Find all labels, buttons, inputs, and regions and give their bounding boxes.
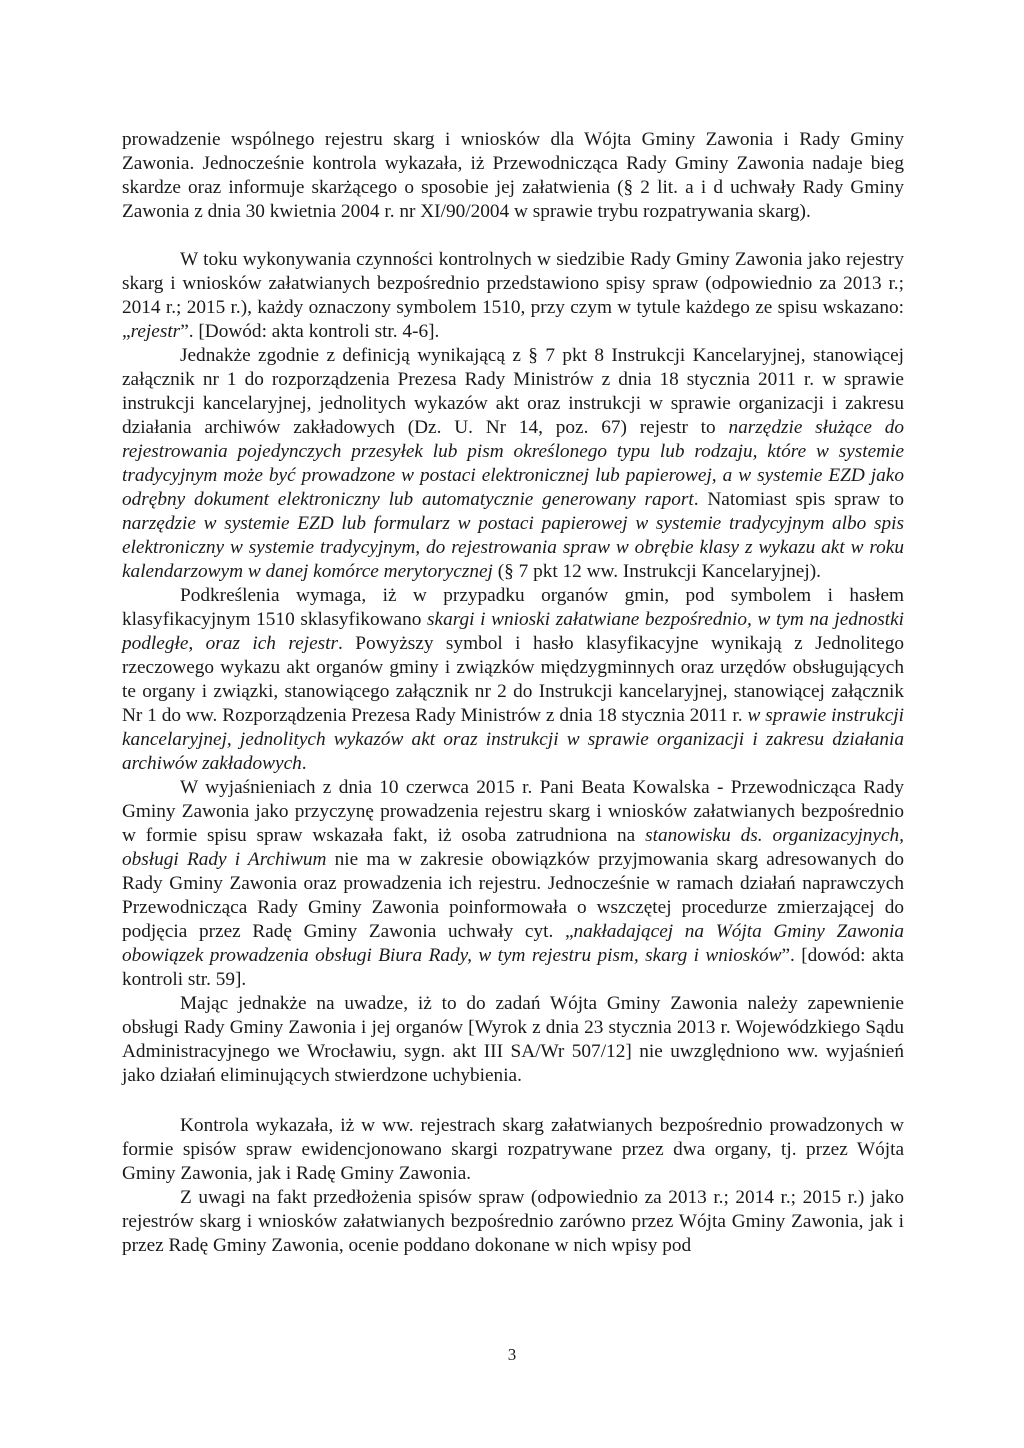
italic-text-run: stanowisku ds. organizacyjnych, obsługi Rady i Archiwum bbox=[122, 825, 904, 870]
italic-text-run: skargi i wnioski załatwiane bezpośrednio, w tym na jednostki podległe, oraz ich rejestr bbox=[122, 609, 905, 654]
italic-text-run: w sprawie instrukcji kancelaryjnej, jednolitych wykazów akt oraz instrukcji w sprawie organizacji i zakresu działania archiwów zakładowych bbox=[122, 705, 905, 774]
paragraph bbox=[122, 776, 904, 992]
text-run: W wyjaśnieniach z dnia 10 czerwca 2015 r. Pani Beata Kowalska - Przewodnicząca Rady Gminy Zawonia jako przyczynę prowadzenia rejestru skarg i wniosków załatwianych bezpośrednio w formie spisu spraw wskazała fakt, iż osoba zatrudniona na bbox=[122, 777, 904, 846]
document-body bbox=[122, 128, 904, 1258]
text-run: (§ 7 pkt 12 ww. Instrukcji Kancelaryjnej). bbox=[492, 561, 821, 582]
italic-text-run: nakładającej na Wójta Gminy Zawonia obowiązek prowadzenia obsługi Biura Rady, w tym rejestru pism, skarg i wniosków bbox=[122, 921, 904, 966]
italic-text-run: rejestr bbox=[130, 321, 181, 342]
text-run: Z uwagi na fakt przedłożenia spisów spraw (odpowiednio za 2013 r.; 2014 r.; 2015 r.) jako rejestrów skarg i wniosków załatwianych bezpośrednio zarówno przez Wójta Gminy Zawonia, jak i przez Radę Gminy Zawonia, ocenie poddano dokonane w nich wpisy pod bbox=[122, 1187, 904, 1256]
text-run: prowadzenie wspólnego rejestru skarg i wniosków dla Wójta Gminy Zawonia i Rady Gminy Zawonia. Jednocześnie kontrola wykazała, iż Przewodnicząca Rady Gminy Zawonia nadaje bieg skardze oraz informuje skarżącego o sposobie jej załatwienia (§ 2 lit. a i d uchwały Rady Gminy Zawonia z dnia 30 kwietnia 2004 r. nr XI/90/2004 w sprawie trybu rozpatrywania skarg). bbox=[122, 129, 904, 222]
italic-text-run: narzędzie w systemie EZD lub formularz w postaci papierowej w systemie tradycyjnym albo spis elektroniczny w systemie tradycyjnym, do rejestrowania spraw w obrębie klasy z wykazu akt w roku kalendarzowym w danej komórce merytorycznej bbox=[122, 513, 904, 582]
text-run: . Natomiast spis spraw to bbox=[693, 489, 905, 510]
paragraph bbox=[122, 992, 904, 1088]
paragraph bbox=[122, 344, 904, 584]
italic-text-run: narzędzie służące do rejestrowania pojedynczych przesyłek lub pism określonego typu lub rodzaju, które w systemie tradycyjnym może być prowadzone w postaci elektronicznej lub papierowej, a w systemie EZD jako odrębny dokument elektroniczny lub automatycznie generowany raport bbox=[122, 417, 904, 510]
text-run: Podkreślenia wymaga, iż w przypadku organów gmin, pod symbolem i hasłem klasyfikacyjnym 1510 sklasyfikowano bbox=[122, 585, 904, 630]
text-run: ”. [dowód: akta kontroli str. 59]. bbox=[122, 945, 904, 990]
text-run: Kontrola wykazała, iż w ww. rejestrach skarg załatwianych bezpośrednio prowadzonych w formie spisów spraw ewidencjonowano skargi rozpatrywane przez dwa organy, tj. przez Wójta Gminy Zawonia, jak i Radę Gminy Zawonia. bbox=[122, 1115, 904, 1184]
text-run: Jednakże zgodnie z definicją wynikającą z § 7 pkt 8 Instrukcji Kancelaryjnej, stanowiącej załącznik nr 1 do rozporządzenia Prezesa Rady Ministrów z dnia 18 stycznia 2011 r. w sprawie instrukcji kancelaryjnej, jednolitych wykazów akt oraz instrukcji w sprawie organizacji i zakresu działania archiwów zakładowych (Dz. U. Nr 14, poz. 67) rejestr to bbox=[122, 345, 904, 438]
paragraph bbox=[122, 128, 904, 224]
paragraph bbox=[122, 248, 904, 344]
paragraph bbox=[122, 1186, 904, 1258]
text-run: ”. [Dowód: akta kontroli str. 4-6]. bbox=[180, 321, 440, 342]
text-run: nie ma w zakresie obowiązków przyjmowania skarg adresowanych do Rady Gminy Zawonia oraz prowadzenia ich rejestru. Jednocześnie w ramach działań naprawczych Przewodnicząca Rady Gminy Zawonia poinformowała o wszczętej procedurze zmierzającej do podjęcia przez Radę Gminy Zawonia uchwały cyt. „ bbox=[122, 849, 904, 942]
paragraph bbox=[122, 584, 904, 776]
page-number: 3 bbox=[507, 1345, 517, 1364]
text-run: W toku wykonywania czynności kontrolnych w siedzibie Rady Gminy Zawonia jako rejestry skarg i wniosków załatwianych bezpośrednio przedstawiono spisy spraw (odpowiednio za 2013 r.; 2014 r.; 2015 r.), każdy oznaczony symbolem 1510, przy czym w tytule każdego ze spisu wskazano: „ bbox=[122, 249, 904, 342]
text-run: . bbox=[301, 753, 307, 774]
text-run: Mając jednakże na uwadze, iż to do zadań Wójta Gminy Zawonia należy zapewnienie obsługi Rady Gminy Zawonia i jej organów [Wyrok z dnia 23 stycznia 2013 r. Wojewódzkiego Sądu Administracyjnego we Wrocławiu, sygn. akt III SA/Wr 507/12] nie uwzględniono ww. wyjaśnień jako działań eliminujących stwierdzone uchybienia. bbox=[122, 993, 904, 1086]
text-run: . Powyższy symbol i hasło klasyfikacyjne wynikają z Jednolitego rzeczowego wykazu akt organów gminy i związków międzygminnych oraz urzędów obsługujących te organy i związki, stanowiącego załącznik nr 2 do Instrukcji kancelaryjnej, stanowiącej załącznik Nr 1 do ww. Rozporządzenia Prezesa Rady Ministrów z dnia 18 stycznia 2011 r. bbox=[122, 633, 904, 726]
paragraph bbox=[122, 1114, 904, 1186]
